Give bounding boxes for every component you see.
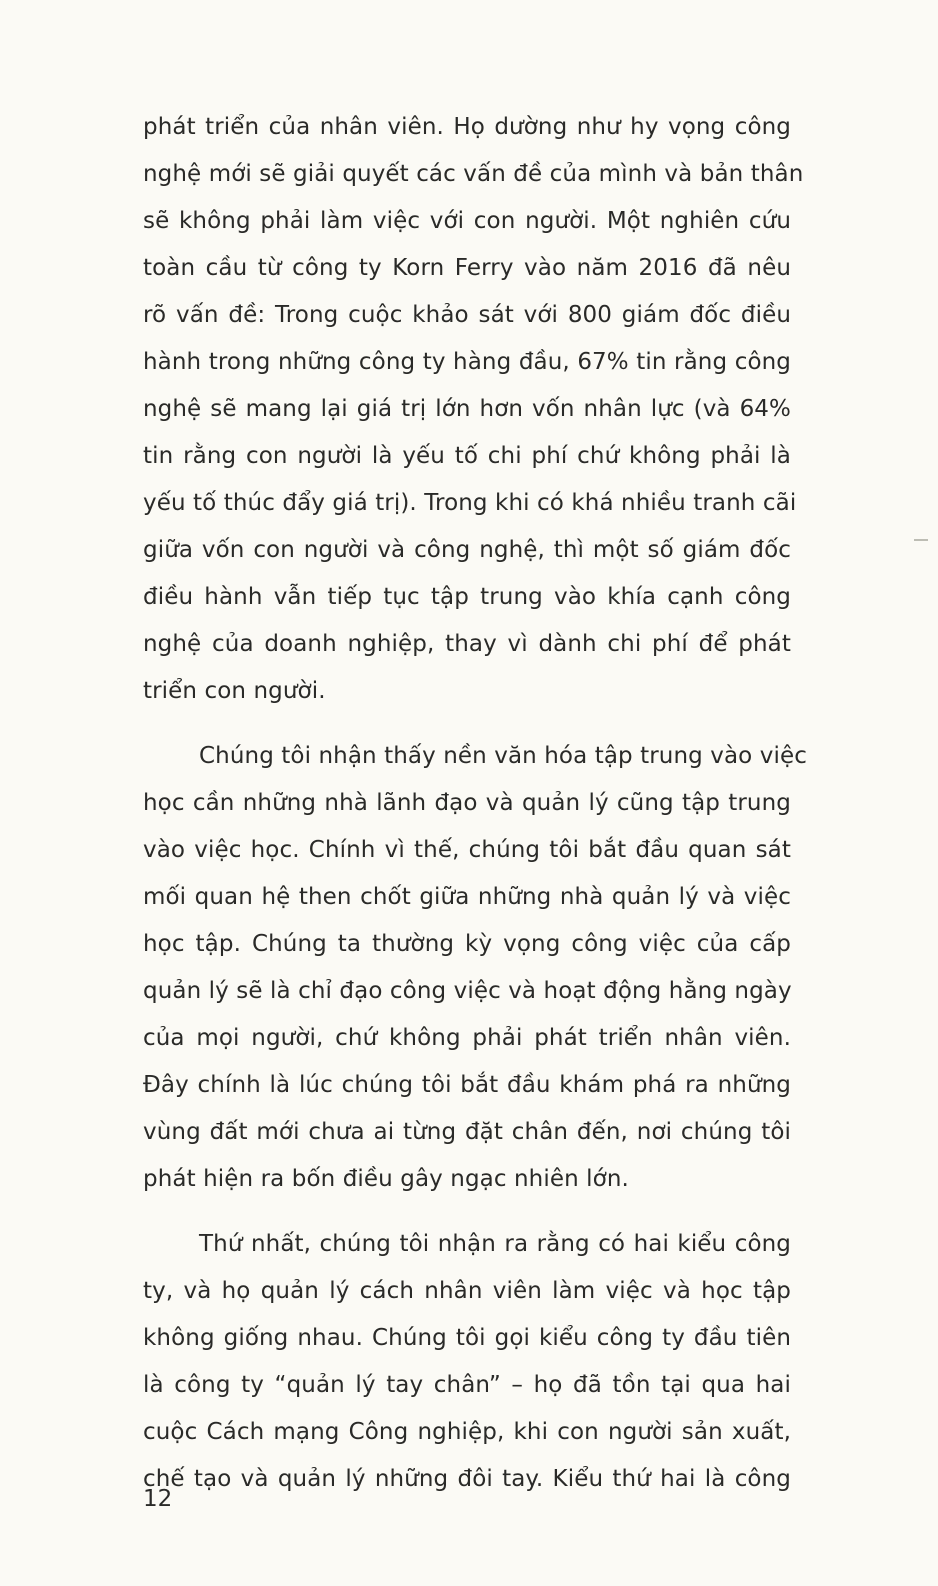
text-line: cuộc Cách mạng Công nghiệp, khi con người sản xuất,	[143, 1419, 791, 1445]
text-line: mối quan hệ then chốt giữa những nhà quản lý và việc	[143, 884, 791, 910]
text-line: phát hiện ra bốn điều gây ngạc nhiên lớn.	[143, 1166, 629, 1192]
text-line: sẽ không phải làm việc với con người. Một nghiên cứu	[143, 208, 791, 234]
text-line: nghệ mới sẽ giải quyết các vấn đề của mình và bản thân	[143, 161, 804, 187]
text-line: rõ vấn đề: Trong cuộc khảo sát với 800 giám đốc điều	[143, 302, 791, 328]
paragraph-gap	[143, 1203, 791, 1221]
body-text	[143, 104, 807, 1503]
text-line: triển con người.	[143, 678, 326, 704]
page-number: 12	[143, 1486, 173, 1512]
text-line: phát triển của nhân viên. Họ dường như hy vọng công	[143, 114, 791, 140]
text-line: vùng đất mới chưa ai từng đặt chân đến, nơi chúng tôi	[143, 1119, 791, 1145]
text-line: tin rằng con người là yếu tố chi phí chứ không phải là	[143, 443, 791, 469]
text-line: chế tạo và quản lý những đôi tay. Kiểu thứ hai là công	[143, 1466, 791, 1492]
text-line: Thứ nhất, chúng tôi nhận ra rằng có hai kiểu công	[199, 1231, 791, 1257]
text-line: học tập. Chúng ta thường kỳ vọng công việc của cấp	[143, 931, 791, 957]
text-line: của mọi người, chứ không phải phát triển nhân viên.	[143, 1025, 791, 1051]
paragraph-gap	[143, 715, 791, 733]
text-line: học cần những nhà lãnh đạo và quản lý cũng tập trung	[143, 790, 791, 816]
text-line: là công ty “quản lý tay chân” – họ đã tồn tại qua hai	[143, 1372, 791, 1398]
text-line: yếu tố thúc đẩy giá trị). Trong khi có khá nhiều tranh cãi	[143, 490, 797, 516]
paragraph	[143, 104, 804, 715]
text-line: Chúng tôi nhận thấy nền văn hóa tập trung vào việc	[199, 743, 807, 769]
edge-mark	[914, 539, 928, 541]
text-line: vào việc học. Chính vì thế, chúng tôi bắt đầu quan sát	[143, 837, 791, 863]
text-line: không giống nhau. Chúng tôi gọi kiểu công ty đầu tiên	[143, 1325, 791, 1351]
text-line: hành trong những công ty hàng đầu, 67% tin rằng công	[143, 349, 791, 375]
text-line: quản lý sẽ là chỉ đạo công việc và hoạt động hằng ngày	[143, 978, 792, 1004]
paragraph	[143, 733, 807, 1203]
paragraph	[143, 1221, 791, 1503]
text-line: giữa vốn con người và công nghệ, thì một số giám đốc	[143, 537, 791, 563]
text-line: toàn cầu từ công ty Korn Ferry vào năm 2016 đã nêu	[143, 255, 791, 281]
text-line: nghệ của doanh nghiệp, thay vì dành chi phí để phát	[143, 631, 791, 657]
text-line: ty, và họ quản lý cách nhân viên làm việc và học tập	[143, 1278, 791, 1304]
text-line: nghệ sẽ mang lại giá trị lớn hơn vốn nhân lực (và 64%	[143, 396, 791, 422]
text-line: điều hành vẫn tiếp tục tập trung vào khía cạnh công	[143, 584, 791, 610]
text-line: Đây chính là lúc chúng tôi bắt đầu khám phá ra những	[143, 1072, 791, 1098]
